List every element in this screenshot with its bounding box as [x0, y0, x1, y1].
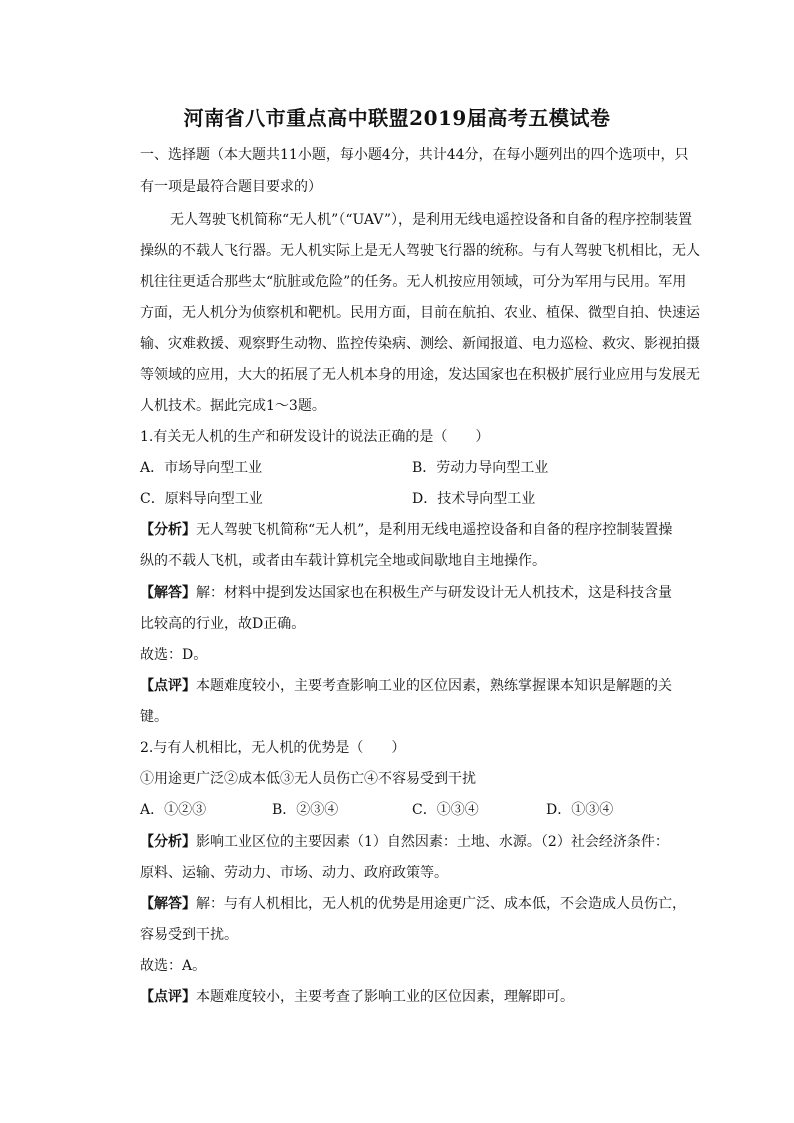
q1-answer-line-2: 比较高的行业，故D正确。 [140, 616, 306, 632]
q2-option-d: D．①③④ [546, 802, 614, 818]
q1-comment-text: 本题难度较小，主要考查影响工业的区位因素，熟练掌握课本知识是解题的关 [196, 678, 672, 694]
q1-analysis-tag: 【分析】 [140, 522, 196, 538]
q1-option-b: B．劳动力导向型工业 [412, 460, 549, 476]
q2-stem: 2.与有人机相比，无人机的优势是（ ） [140, 740, 406, 756]
q1-answer-tag: 【解答】 [140, 585, 196, 601]
q2-answer-text: 解：与有人机相比，无人机的优势是用途更广泛、成本低，不会造成人员伤亡， [196, 896, 686, 912]
q1-answer-text: 解：材料中提到发达国家也在积极生产与研发设计无人机技术，这是科技含量 [196, 585, 672, 601]
q1-analysis-line-2: 纵的不载人飞机，或者由车载计算机完全地或间歇地自主地操作。 [140, 553, 546, 569]
passage-line-7: 人机技术。据此完成1～3题。 [140, 398, 326, 414]
q2-option-b: B．②③④ [272, 802, 339, 818]
passage-line-6: 等领域的应用，大大的拓展了无人机本身的用途，发达国家也在积极扩展行业应用与发展无 [140, 367, 700, 383]
q2-answer-line-2: 容易受到干扰。 [140, 927, 238, 943]
q1-analysis-line-1 [140, 520, 672, 540]
q1-analysis-text: 无人驾驶飞机简称“无人机”，是利用无线电遥控设备和自备的程序控制装置操 [196, 522, 673, 538]
q1-option-d: D．技术导向型工业 [412, 491, 536, 507]
passage-line-1: 无人驾驶飞机简称“无人机”（“UAV”），是利用无线电遥控设备和自备的程序控制装置 [170, 212, 693, 228]
q2-comment-text: 本题难度较小，主要考查了影响工业的区位因素，理解即可。 [196, 989, 574, 1005]
q1-choice: 故选：D。 [140, 647, 208, 663]
q2-answer-tag: 【解答】 [140, 896, 196, 912]
q1-comment-line-1 [140, 676, 672, 696]
q2-choice: 故选：A。 [140, 958, 207, 974]
exam-title: 河南省八市重点高中联盟2019届高考五模试卷 [183, 106, 611, 130]
q1-comment-line-2: 键。 [140, 709, 168, 725]
q2-analysis-tag: 【分析】 [140, 834, 196, 850]
passage-line-5: 输、灾难救援、观察野生动物、监控传染病、测绘、新闻报道、电力巡检、救灾、影视拍摄 [140, 336, 700, 352]
passage-line-4: 方面，无人机分为侦察机和靶机。民用方面，目前在航拍、农业、植保、微型自拍、快速运 [140, 305, 700, 321]
q1-option-c: C．原料导向型工业 [140, 491, 263, 507]
q2-comment-line-1 [140, 987, 574, 1007]
q2-analysis-text: 影响工业区位的主要因素（1）自然因素：土地、水源。（2）社会经济条件： [196, 834, 669, 850]
q1-answer-line-1 [140, 583, 672, 603]
passage-line-3: 机往往更适合那些太“肮脏或危险”的任务。无人机按应用领域，可分为军用与民用。军用 [140, 274, 687, 290]
q2-answer-line-1 [140, 894, 686, 914]
q2-comment-tag: 【点评】 [140, 989, 196, 1005]
q1-option-a: A．市场导向型工业 [140, 460, 263, 476]
q1-comment-tag: 【点评】 [140, 678, 196, 694]
q1-stem: 1.有关无人机的生产和研发设计的说法正确的是（ ） [140, 429, 490, 445]
q2-analysis-line-1 [140, 832, 669, 852]
q2-items: ①用途更广泛②成本低③无人员伤亡④不容易受到干扰 [140, 771, 476, 787]
q2-option-c: C．①③④ [412, 802, 479, 818]
section-heading-line-2: 有一项是最符合题目要求的） [140, 179, 322, 195]
section-heading-line-1: 一、选择题（本大题共11小题，每小题4分，共计44分，在每小题列出的四个选项中，只 [140, 147, 689, 163]
q2-option-a: A．①②③ [140, 802, 207, 818]
passage-line-2: 操纵的不载人飞行器。无人机实际上是无人驾驶飞行器的统称。与有人驾驶飞机相比，无人 [140, 243, 700, 259]
q2-analysis-line-2: 原料、运输、劳动力、市场、动力、政府政策等。 [140, 865, 448, 881]
